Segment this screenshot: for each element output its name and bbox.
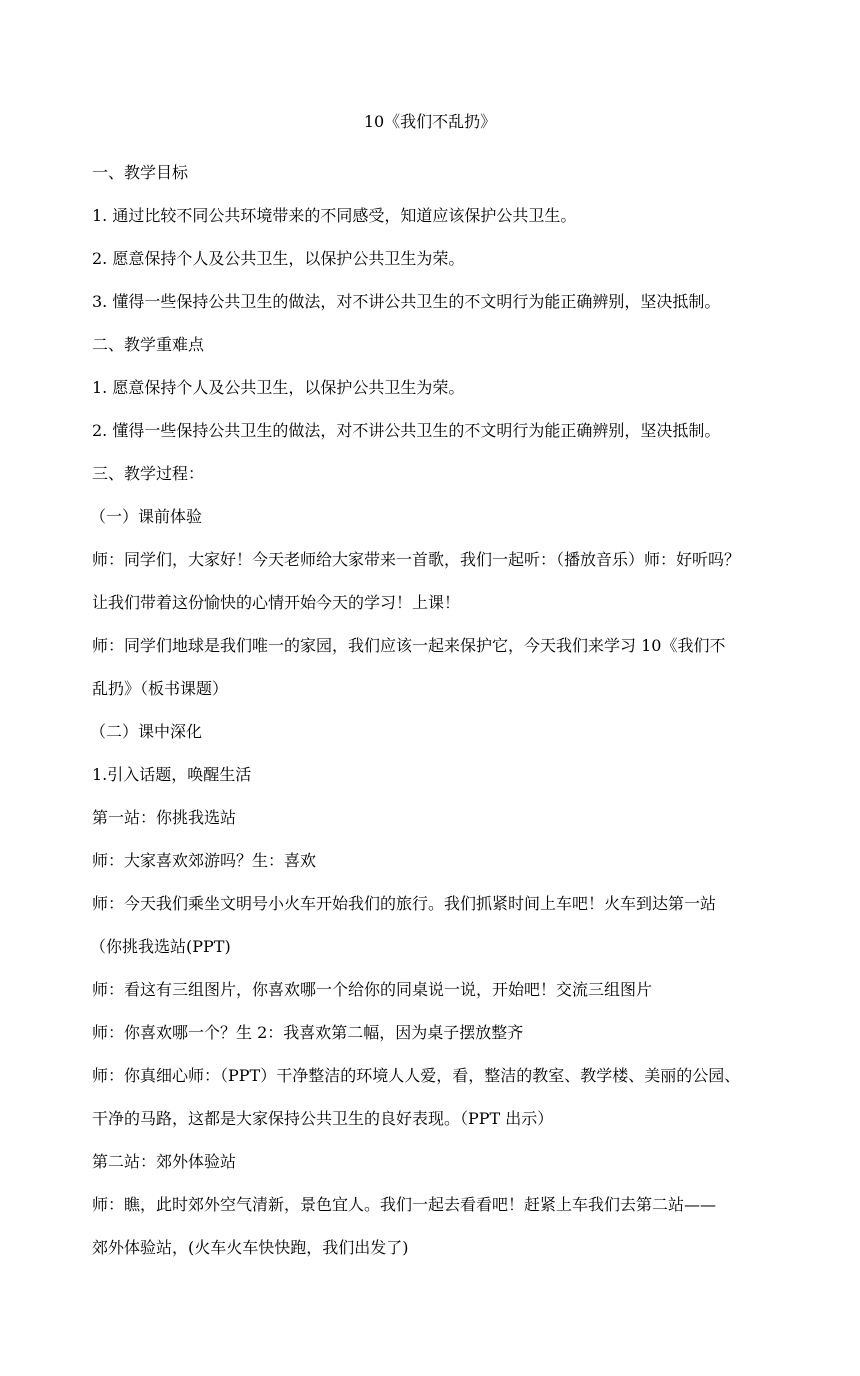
paragraph-line: 乱扔》（板书课题） [92, 679, 229, 698]
paragraph-line: 1. 通过比较不同公共环境带来的不同感受，知道应该保护公共卫生。 [92, 206, 577, 225]
section-heading: 一、教学目标 [92, 163, 189, 182]
paragraph-line: 师：你喜欢哪一个？生 2：我喜欢第二幅，因为桌子摆放整齐 [92, 1023, 524, 1042]
subsection-heading: （一）课前体验 [90, 507, 203, 526]
document-body [92, 151, 782, 1269]
paragraph-line: （你挑我选站(PPT) [90, 937, 231, 956]
paragraph-line: 第一站：你挑我选站 [92, 808, 237, 827]
paragraph-line: 师：同学们，大家好！今天老师给大家带来一首歌，我们一起听：（播放音乐）师：好听吗？ [92, 550, 741, 569]
section-heading: 二、教学重难点 [92, 335, 205, 354]
paragraph-line: 师：瞧，此时郊外空气清新，景色宜人。我们一起去看看吧！赶紧上车我们去第二站—— [92, 1195, 717, 1214]
paragraph-line: 2. 愿意保持个人及公共卫生，以保护公共卫生为荣。 [92, 249, 465, 268]
paragraph-line: 第二站：郊外体验站 [92, 1152, 237, 1171]
paragraph-line: 1.引入话题，唤醒生活 [92, 765, 252, 784]
paragraph-line: 3. 懂得一些保持公共卫生的做法，对不讲公共卫生的不文明行为能正确辨别，坚决抵制。 [92, 292, 721, 311]
paragraph-line: 1. 愿意保持个人及公共卫生，以保护公共卫生为荣。 [92, 378, 465, 397]
paragraph-line: 让我们带着这份愉快的心情开始今天的学习！上课！ [92, 593, 461, 612]
paragraph-line: 干净的马路，这都是大家保持公共卫生的良好表现。（PPT 出示） [92, 1109, 554, 1128]
paragraph-line: 师：今天我们乘坐文明号小火车开始我们的旅行。我们抓紧时间上车吧！火车到达第一站 [92, 894, 717, 913]
section-heading: 三、教学过程： [92, 464, 205, 483]
document-title: 10《我们不乱扔》 [363, 112, 497, 131]
paragraph-line: 2. 懂得一些保持公共卫生的做法，对不讲公共卫生的不文明行为能正确辨别，坚决抵制。 [92, 421, 721, 440]
paragraph-line: 师：你真细心师：（PPT）干净整洁的环境人人爱，看，整洁的教室、教学楼、美丽的公园、 [92, 1066, 741, 1085]
paragraph-line: 郊外体验站，(火车火车快快跑，我们出发了) [92, 1238, 409, 1257]
paragraph-line: 师：看这有三组图片，你喜欢哪一个给你的同桌说一说，开始吧！交流三组图片 [92, 980, 653, 999]
paragraph-line: 师：同学们地球是我们唯一的家园，我们应该一起来保护它，今天我们来学习 10《我们不 [92, 636, 726, 655]
paragraph-line: 师：大家喜欢郊游吗？生：喜欢 [92, 851, 317, 870]
subsection-heading: （二）课中深化 [90, 722, 203, 741]
